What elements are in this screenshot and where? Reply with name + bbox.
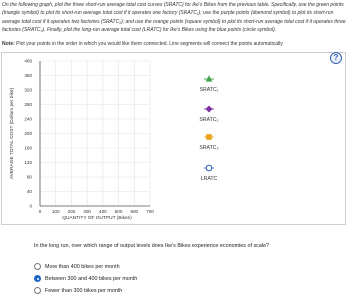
y-tick-label: 80 — [26, 174, 32, 180]
x-tick-label: 400 — [99, 209, 107, 214]
x-tick-label: 500 — [114, 209, 123, 214]
y-tick-label: 240 — [24, 116, 32, 122]
option-fewer-than-300[interactable] — [34, 287, 122, 294]
y-axis-label: AVERAGE TOTAL COST (Dollars per bike) — [10, 87, 15, 180]
palette-label-text: SRATC — [199, 117, 217, 123]
option-label: Between 300 and 400 bikes per month — [45, 275, 138, 282]
y-tick-label: 280 — [24, 102, 32, 108]
palette-label: LRATC — [200, 176, 218, 182]
help-icon[interactable]: ? — [330, 52, 342, 64]
x-tick-label: 600 — [130, 209, 139, 214]
option-more-than-400[interactable] — [34, 263, 120, 270]
y-tick-label: 400 — [24, 58, 32, 64]
y-tick-label: 160 — [24, 145, 32, 151]
palette-label-text: SRATC — [199, 87, 217, 93]
radio-button[interactable] — [34, 263, 41, 270]
palette-label-text: SRATC — [199, 145, 217, 151]
palette-label — [200, 87, 219, 93]
option-label: Fewer than 300 bikes per month — [45, 287, 123, 294]
x-axis-label: QUANTITY OF OUTPUT (Bikes) — [62, 216, 132, 221]
instructions-text: On the following graph, plot the three short-run average total cost curves (SRATC) for Ike's Bikes from the previous table. Specifically, use the green points (triangle symbol) to plot its short-run average total cost if it operates one factory (SRATC₁); use the purple points (diamond symbol) to plot its short-run average total cost if it operates two factories (SRATC₂); and use the orange points (square symbol) to plot its short-run average total cost if it operates three factories (SRATC₃). Finally, plot the long-run average total cost (LRATC) for Ike's Bikes using the blue points (circle symbol). — [2, 2, 346, 34]
triangle-icon[interactable] — [206, 75, 213, 81]
y-tick-label: 360 — [24, 73, 32, 79]
palette-label-subscript: ₂ — [216, 117, 219, 123]
option-label: More than 400 bikes per month — [45, 263, 120, 270]
diamond-icon[interactable] — [206, 106, 213, 113]
x-tick-label: 700 — [146, 209, 154, 214]
option-between-300-400[interactable] — [34, 275, 137, 282]
x-tick-label: 200 — [67, 209, 76, 214]
palette-label-subscript: ₁ — [216, 87, 219, 93]
y-tick-label: 120 — [24, 160, 32, 166]
note-label: Note: — [2, 41, 15, 47]
x-tick-label: 0 — [38, 209, 42, 214]
y-tick-label: 40 — [26, 189, 32, 195]
y-tick-label: 0 — [29, 203, 32, 209]
cost-graph[interactable] — [0, 52, 350, 227]
radio-button[interactable] — [34, 275, 41, 282]
radio-button[interactable] — [34, 287, 41, 294]
palette-label — [199, 117, 218, 123]
palette-label-subscript: ₃ — [216, 145, 219, 151]
x-tick-label: 100 — [51, 209, 60, 214]
note-body: Plot your points in the order in which you would like them connected. Line segments will connect the points automatically. — [14, 41, 284, 47]
y-tick-label: 320 — [24, 87, 32, 93]
y-tick-label: 200 — [24, 131, 32, 137]
palette-label — [199, 145, 218, 151]
square-icon[interactable] — [206, 134, 212, 140]
note-text — [2, 41, 346, 48]
question-text: In the long run, over which range of output levels does Ike's Bikes experience economies of scale? — [34, 243, 270, 249]
circle-icon[interactable] — [206, 165, 212, 171]
x-tick-label: 300 — [83, 209, 91, 214]
